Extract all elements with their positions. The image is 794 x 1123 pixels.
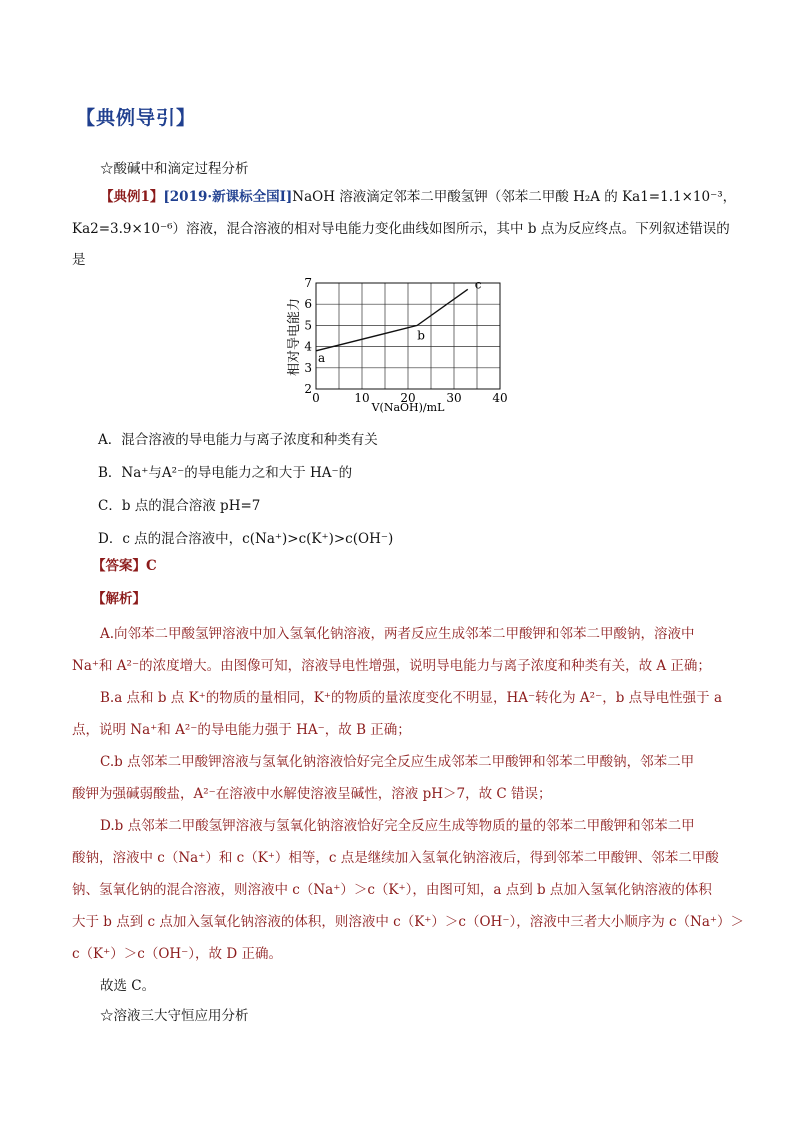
analysis-line: D.b 点邻苯二甲酸氢钾溶液与氢氧化钠溶液恰好完全反应生成等物质的量的邻苯二甲酸钾和邻苯二甲 <box>100 818 695 834</box>
example-header <box>100 187 736 207</box>
conductivity-chart <box>280 275 520 415</box>
x-tick-label: 10 <box>354 391 370 405</box>
analysis-line: 酸钾为强碱弱酸盐，A²⁻在溶液中水解使溶液呈碱性，溶液 pH＞7，故 C 错误； <box>72 786 552 802</box>
option-c: C．b 点的混合溶液 pH=7 <box>98 498 261 514</box>
analysis-line: Na⁺和 A²⁻的浓度增大。由图像可知，溶液导电性增强，说明导电能力与离子浓度和种类有关，故 A 正确； <box>72 658 711 674</box>
topic-heading: ☆酸碱中和滴定过程分析 <box>100 161 249 177</box>
y-tick-label: 2 <box>304 382 312 396</box>
x-tick-label: 20 <box>400 391 416 405</box>
analysis-line: 大于 b 点到 c 点加入氢氧化钠溶液的体积，则溶液中 c（K⁺）＞c（OH⁻），溶液中三者大小顺序为 c（Na⁺）＞ <box>72 914 745 930</box>
analysis-conclusion: 故选 C。 <box>100 978 156 994</box>
option-d: D．c 点的混合溶液中，c(Na⁺)>c(K⁺)>c(OH⁻) <box>98 531 394 547</box>
x-tick-label: 0 <box>312 391 320 405</box>
example-line3: 是 <box>72 252 86 268</box>
x-tick-label: 40 <box>492 391 508 405</box>
y-tick-label: 4 <box>304 339 312 354</box>
topic-heading-2: ☆溶液三大守恒应用分析 <box>100 1008 249 1024</box>
option-a: A．混合溶液的导电能力与离子浓度和种类有关 <box>98 432 378 448</box>
analysis-line: B.a 点和 b 点 K⁺的物质的量相同，K⁺的物质的量浓度变化不明显，HA⁻转化为 A²⁻，b 点导电性强于 a <box>100 690 722 706</box>
chart-grid <box>316 283 500 389</box>
example-line1: NaOH 溶液滴定邻苯二甲酸氢钾（邻苯二甲酸 H₂A 的 Ka1=1.1×10⁻³， <box>292 189 737 205</box>
option-b: B．Na⁺与A²⁻的导电能力之和大于 HA⁻的 <box>98 465 353 481</box>
x-tick-label: 30 <box>446 391 462 405</box>
analysis-line: 点，说明 Na⁺和 A²⁻的导电能力强于 HA⁻，故 B 正确； <box>72 722 411 738</box>
y-tick-label: 6 <box>304 297 312 312</box>
answer: 【答案】C <box>92 558 157 574</box>
chart-ylabel: 相对导电能力 <box>287 297 302 377</box>
example-line2: Ka2=3.9×10⁻⁶）溶液，混合溶液的相对导电能力变化曲线如图所示，其中 b 点为反应终点。下列叙述错误的 <box>72 221 730 237</box>
chart-xlabel: V(NaOH)/mL <box>371 401 445 414</box>
y-tick-label: 7 <box>304 276 312 290</box>
analysis-title: 【解析】 <box>92 591 146 607</box>
point-label-a: a <box>318 350 326 365</box>
point-label-c: c <box>474 277 482 292</box>
y-tick-label: 3 <box>304 360 312 375</box>
example-tag: 【典例1】 <box>100 189 164 205</box>
analysis-line: 酸钠，溶液中 c（Na⁺）和 c（K⁺）相等，c 点是继续加入氢氧化钠溶液后，得到邻苯二甲酸钾、邻苯二甲酸 <box>72 850 719 866</box>
section-title: 【典例导引】 <box>76 107 197 129</box>
y-tick-label: 5 <box>304 318 312 333</box>
analysis-line: c（K⁺）＞c（OH⁻），故 D 正确。 <box>72 946 282 962</box>
analysis-line: 钠、氢氧化钠的混合溶液，则溶液中 c（Na⁺）＞c（K⁺），由图可知，a 点到 b 点加入氢氧化钠溶液的体积 <box>72 882 712 898</box>
analysis-line: A.向邻苯二甲酸氢钾溶液中加入氢氧化钠溶液，两者反应生成邻苯二甲酸钾和邻苯二甲酸钠，溶液中 <box>100 626 695 642</box>
example-source: [2019·新课标全国Ⅰ] <box>163 189 293 205</box>
point-label-b: b <box>417 328 425 343</box>
analysis-line: C.b 点邻苯二甲酸钾溶液与氢氧化钠溶液恰好完全反应生成邻苯二甲酸钾和邻苯二甲酸钠，邻苯二甲 <box>100 754 695 770</box>
